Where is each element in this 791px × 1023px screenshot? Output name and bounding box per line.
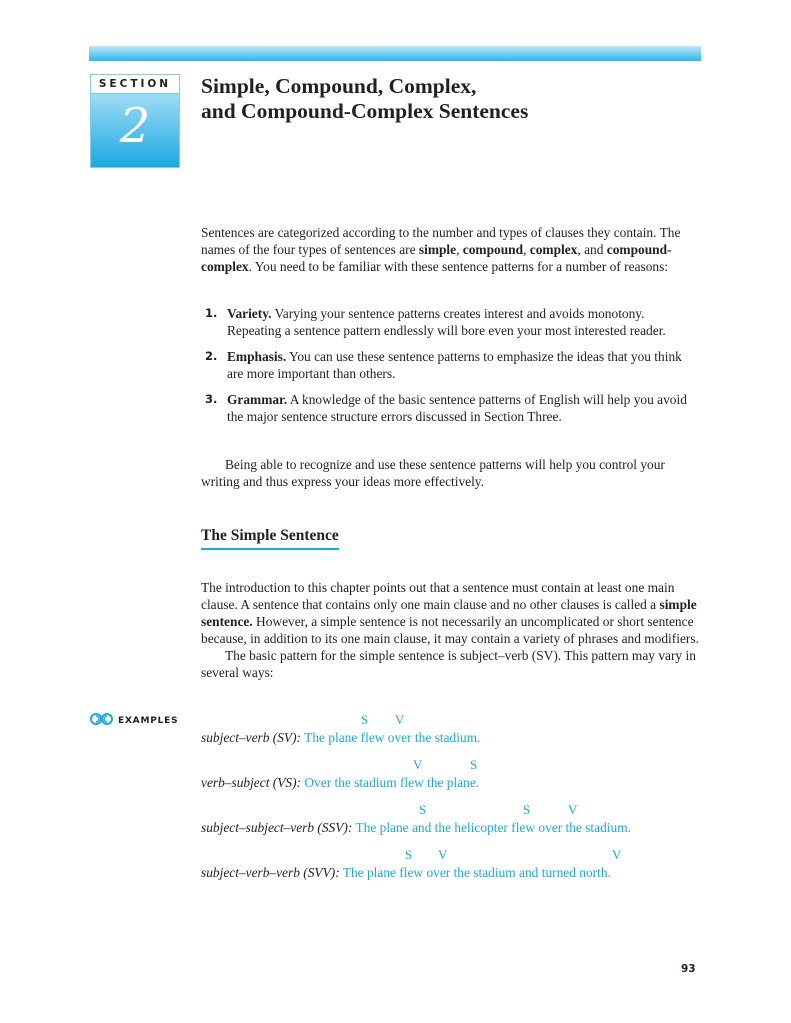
intro-text: , and bbox=[577, 242, 607, 257]
mark-s: S bbox=[523, 802, 531, 817]
mark-v: V bbox=[413, 757, 423, 772]
examples-label: EXAMPLES bbox=[118, 715, 179, 726]
example-svv bbox=[201, 847, 721, 881]
paragraph-text: The introduction to this chapter points out that a sentence must contain at least one main clause. A sentence that contains only one main clause and no other clauses is called a bbox=[201, 580, 675, 612]
mark-v: V bbox=[568, 802, 578, 817]
simple-sentence-paragraph bbox=[201, 579, 701, 681]
mark-s: S bbox=[419, 802, 427, 817]
example-sentence: The plane and the helicopter flew over the stadium. bbox=[355, 820, 631, 835]
term-simple-sentence: simple sentence. bbox=[201, 597, 697, 629]
example-label: verb–subject (VS): bbox=[201, 775, 302, 790]
paragraph-text: The basic pattern for the simple sentence is subject–verb (SV). This pattern may vary in several ways: bbox=[201, 648, 696, 680]
example-label: subject–subject–verb (SSV): bbox=[201, 820, 353, 835]
example-sentence: Over the stadium flew the plane. bbox=[304, 775, 480, 790]
example-marks bbox=[201, 712, 721, 729]
header-bar bbox=[89, 46, 701, 61]
list-item bbox=[205, 305, 701, 339]
list-number: 3. bbox=[205, 392, 218, 406]
list-text: Varying your sentence patterns creates interest and avoids monotony. Repeating a sentence pattern endlessly will bore even your most interested reader. bbox=[227, 306, 666, 338]
title-line-2: and Compound-Complex Sentences bbox=[201, 99, 529, 123]
list-item bbox=[205, 348, 701, 382]
example-vs bbox=[201, 757, 721, 791]
list-text: A knowledge of the basic sentence patterns of English will help you avoid the major sentence structure errors discussed in Section Three. bbox=[227, 392, 687, 424]
intro-text: . You need to be familiar with these sentence patterns for a number of reasons: bbox=[248, 259, 669, 274]
list-item bbox=[205, 391, 701, 425]
example-marks bbox=[201, 802, 721, 819]
example-sv bbox=[201, 712, 721, 746]
intro-paragraph bbox=[201, 224, 701, 275]
section-number: 2 bbox=[119, 98, 151, 154]
examples-icon bbox=[90, 713, 114, 728]
example-label: subject–verb (SV): bbox=[201, 730, 302, 745]
closing-paragraph: Being able to recognize and use these sentence patterns will help you control your writing and thus express your ideas more effectively. bbox=[201, 457, 665, 489]
list-number: 2. bbox=[205, 349, 218, 363]
intro-text: Sentences are categorized according to the number and types of clauses they contain. The names of the four types of sentences are bbox=[201, 225, 681, 257]
intro-text: , bbox=[456, 242, 463, 257]
term-simple: simple bbox=[418, 242, 457, 257]
paragraph-text: However, a simple sentence is not necessarily an uncomplicated or short sentence because, in addition to its one main clause, it may contain a variety of phrases and modifiers. bbox=[201, 614, 699, 646]
example-label: subject–verb–verb (SVV): bbox=[201, 865, 340, 880]
section-badge bbox=[90, 74, 180, 168]
list-term: Variety. bbox=[227, 306, 272, 321]
mark-v: V bbox=[438, 847, 448, 862]
reasons-list bbox=[205, 305, 701, 434]
term-complex: complex bbox=[529, 242, 578, 257]
mark-s: S bbox=[405, 847, 413, 862]
list-number: 1. bbox=[205, 306, 218, 320]
mark-s: S bbox=[470, 757, 478, 772]
section-label: SECTION bbox=[91, 75, 179, 94]
example-marks bbox=[201, 757, 721, 774]
mark-v: V bbox=[612, 847, 622, 862]
intro-text: , bbox=[523, 242, 530, 257]
example-ssv bbox=[201, 802, 721, 836]
list-text: You can use these sentence patterns to emphasize the ideas that you think are more important than others. bbox=[227, 349, 682, 381]
example-marks bbox=[201, 847, 721, 864]
term-compound: compound bbox=[462, 242, 524, 257]
section-number-box bbox=[91, 94, 179, 167]
page-number: 93 bbox=[681, 963, 696, 975]
example-sentence: The plane flew over the stadium. bbox=[304, 730, 481, 745]
example-sentence: The plane flew over the stadium and turned north. bbox=[342, 865, 611, 880]
mark-v: V bbox=[395, 712, 405, 727]
list-term: Emphasis. bbox=[227, 349, 287, 364]
section-heading: The Simple Sentence bbox=[201, 527, 339, 550]
mark-s: S bbox=[361, 712, 369, 727]
page-title bbox=[201, 74, 701, 124]
examples-tag bbox=[90, 713, 178, 728]
list-term: Grammar. bbox=[227, 392, 288, 407]
title-line-1: Simple, Compound, Complex, bbox=[201, 74, 477, 98]
term-compound-complex: compound-complex bbox=[201, 242, 672, 274]
